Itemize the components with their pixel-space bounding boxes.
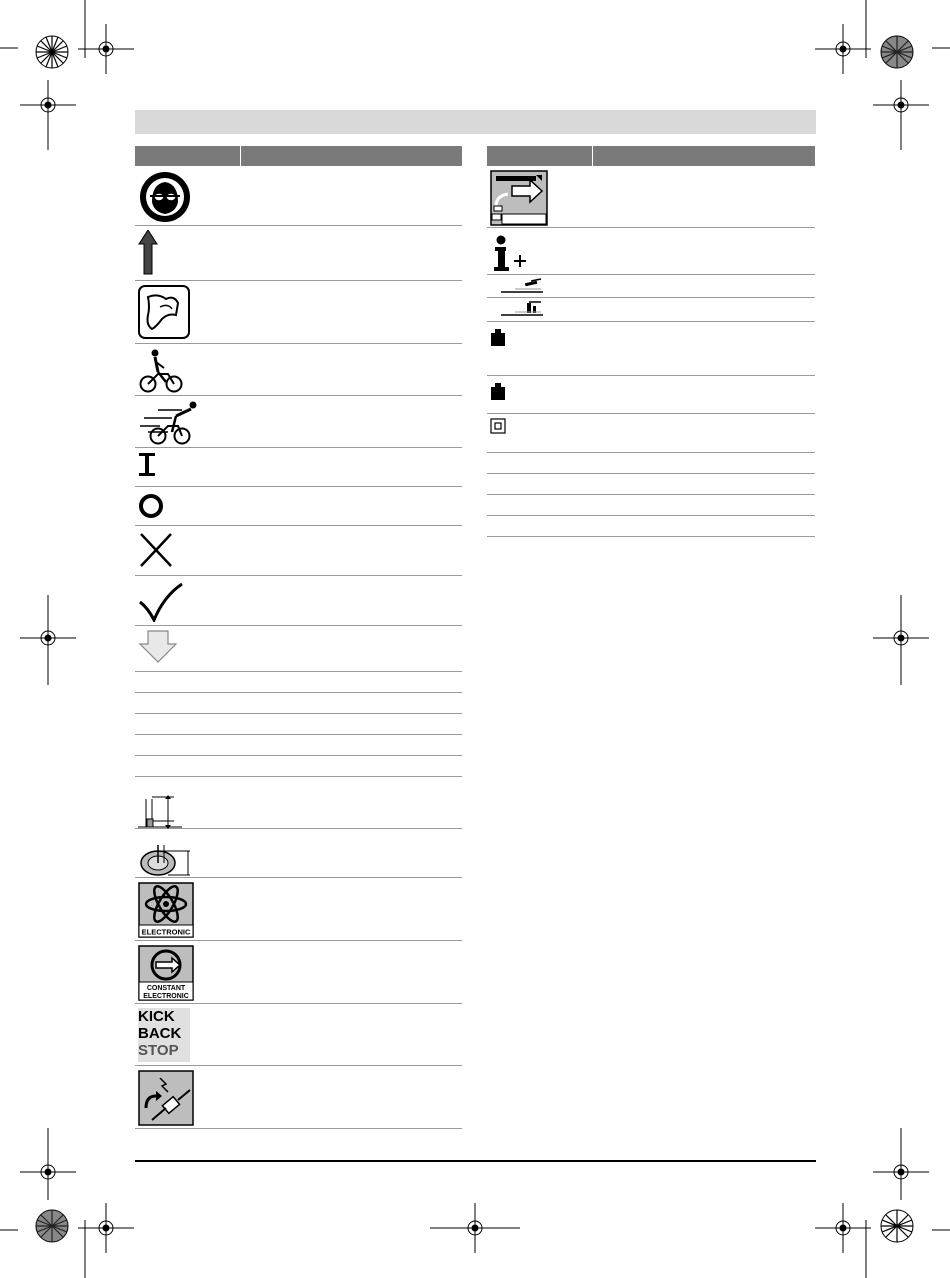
cutting-angle-small-icon	[501, 277, 551, 295]
table-row	[135, 626, 462, 672]
correct-action-icon	[138, 580, 184, 622]
table-row	[135, 281, 462, 344]
table-row	[487, 414, 815, 453]
electronic-label: ELECTRONIC	[141, 927, 191, 937]
table-row	[487, 275, 815, 298]
electronic-label: ELECTRONIC	[143, 993, 189, 1000]
table-row	[487, 166, 815, 228]
table-row	[135, 1066, 462, 1129]
table-row	[487, 516, 815, 537]
table-row	[135, 777, 462, 829]
left-symbol-table	[135, 146, 462, 1129]
table-row	[135, 693, 462, 714]
table-row	[135, 735, 462, 756]
cyclist-slow-icon	[138, 348, 184, 394]
table-row	[487, 376, 815, 414]
cutting-angle-large-icon	[501, 300, 551, 318]
kickback-stop-icon	[138, 1008, 190, 1062]
table-row	[135, 672, 462, 693]
table-row	[135, 756, 462, 777]
right-symbol-table	[487, 146, 815, 537]
switch-on-icon	[138, 452, 158, 478]
double-insulation-icon	[490, 418, 506, 434]
direction-arrow-up-icon	[138, 230, 158, 276]
table-row	[487, 453, 815, 474]
table-row	[487, 474, 815, 495]
table-row	[135, 344, 462, 396]
table-row	[487, 322, 815, 376]
weight-icon	[490, 329, 506, 347]
table-row	[135, 448, 462, 487]
table-row	[135, 526, 462, 576]
table-row	[135, 576, 462, 626]
constant-electronic-icon	[138, 945, 194, 1001]
stop-text: STOP	[138, 1042, 179, 1059]
back-text: BACK	[138, 1025, 182, 1042]
table-row	[487, 495, 815, 516]
table-row	[135, 166, 462, 226]
kick-text: KICK	[138, 1008, 175, 1025]
saw-blade-diameter-icon	[138, 841, 192, 881]
constant-label: CONSTANT	[146, 985, 186, 992]
restart-protection-icon	[138, 1070, 194, 1126]
table-row	[135, 829, 462, 878]
table-row	[135, 941, 462, 1004]
cyclist-fast-icon	[138, 400, 200, 446]
table-row	[135, 1004, 462, 1066]
table-header	[487, 146, 815, 166]
electronic-icon	[138, 882, 194, 938]
table-row	[135, 226, 462, 281]
table-row	[487, 298, 815, 322]
weight-icon	[490, 383, 506, 401]
additional-info-icon	[490, 232, 530, 274]
arrow-down-icon	[138, 630, 178, 664]
footer-rule	[135, 1160, 816, 1162]
table-row	[487, 228, 815, 275]
table-row	[135, 487, 462, 526]
table-header	[135, 146, 462, 166]
user-weak-position-icon	[138, 285, 190, 339]
accessory-chart-icon	[490, 170, 548, 226]
table-row	[135, 878, 462, 941]
table-row	[135, 714, 462, 735]
prohibited-action-icon	[138, 530, 174, 570]
table-row	[135, 396, 462, 448]
page-header-bar	[135, 110, 816, 134]
switch-off-icon	[138, 491, 168, 521]
wear-eye-protection-icon	[138, 170, 192, 224]
